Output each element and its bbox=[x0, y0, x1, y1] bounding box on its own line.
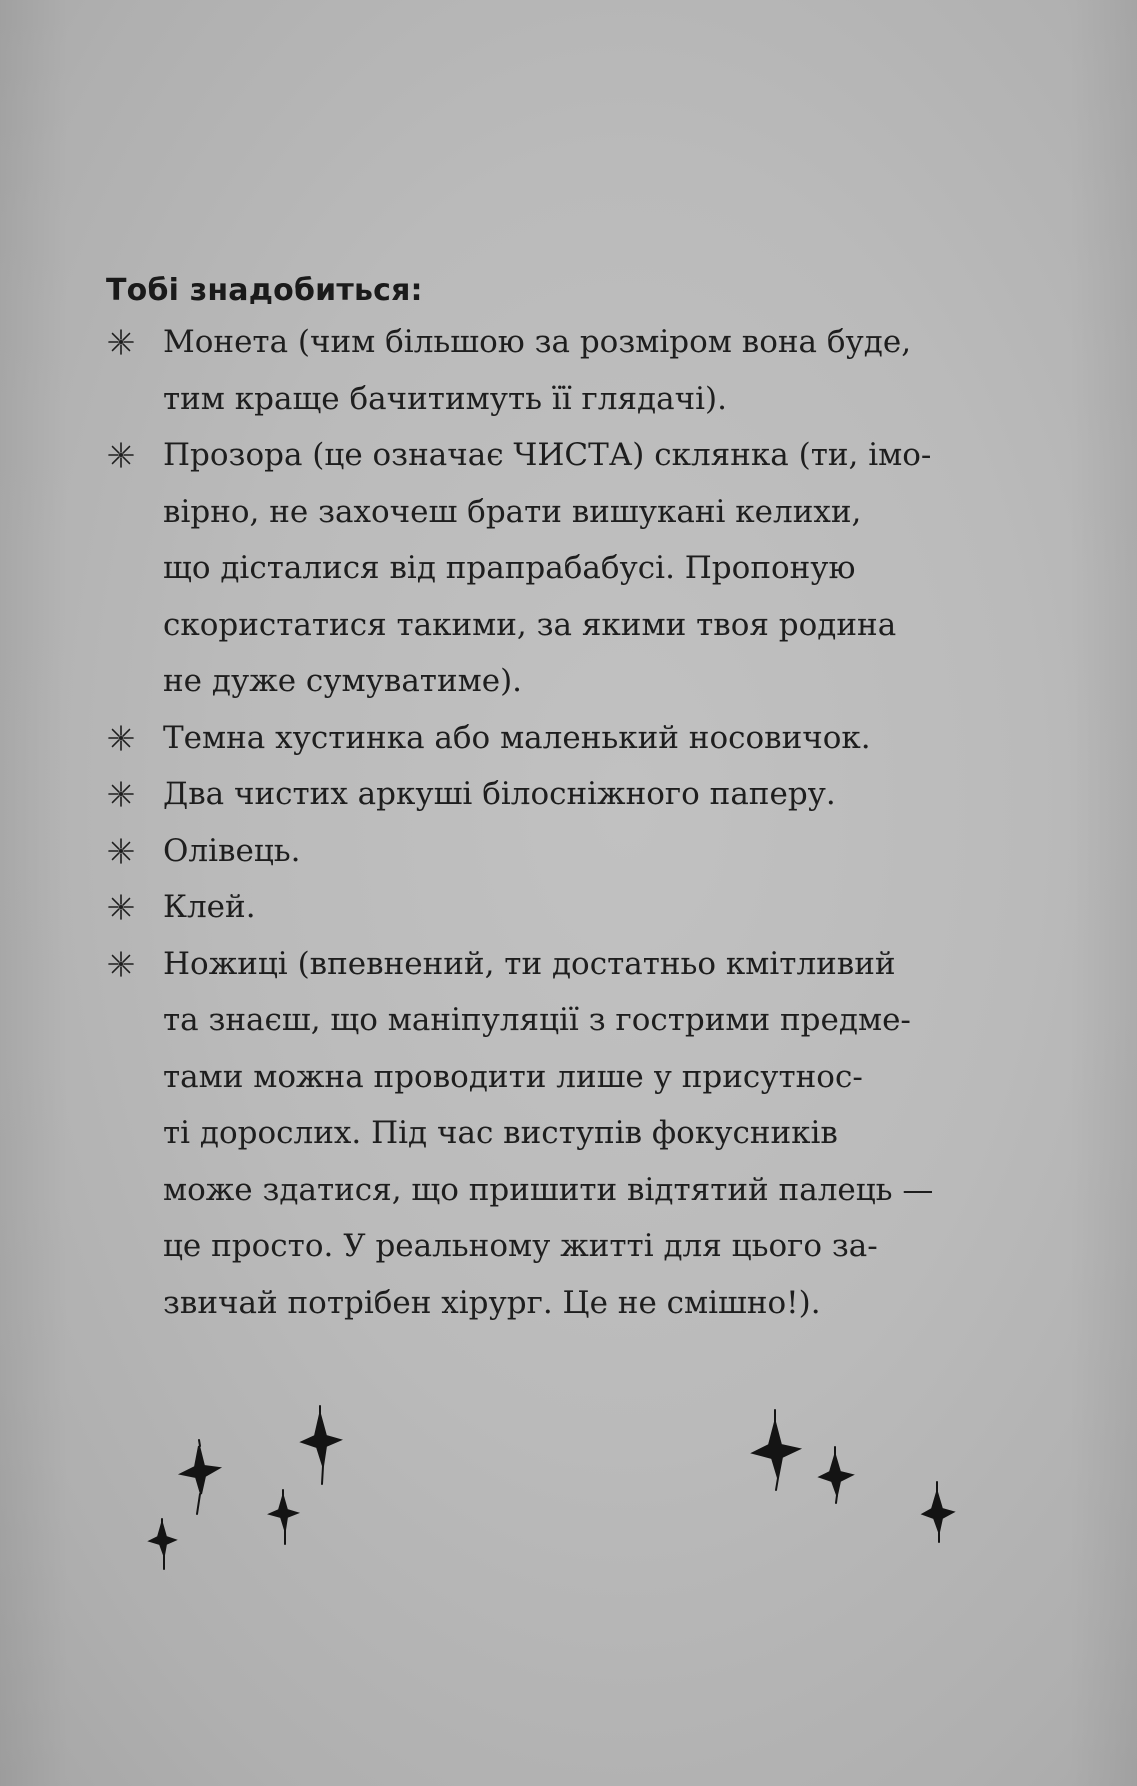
asterisk-icon bbox=[106, 936, 142, 992]
materials-section bbox=[106, 270, 994, 1331]
item-text-line: Олівець. bbox=[163, 832, 301, 869]
item-text-line: звичай потрібен хірург. Це не смішно!). bbox=[163, 1284, 821, 1321]
materials-list bbox=[106, 314, 994, 1331]
item-text-line: Ножиці (впевнений, ти достатньо кмітливий bbox=[163, 945, 896, 982]
star-icon bbox=[150, 1519, 175, 1569]
list-item bbox=[106, 427, 994, 710]
item-text-line: Темна хустинка або маленький носовичок. bbox=[163, 719, 871, 756]
star-icon bbox=[820, 1447, 852, 1503]
list-item bbox=[106, 314, 994, 427]
item-text-line: Клей. bbox=[163, 889, 256, 925]
list-item bbox=[106, 936, 994, 1332]
asterisk-icon bbox=[106, 314, 142, 370]
asterisk-icon bbox=[106, 823, 142, 879]
item-text-line: Прозора (це означає ЧИСТА) склянка (ти, імо- bbox=[163, 437, 932, 473]
star-icon bbox=[302, 1406, 340, 1484]
item-text-line: Два чистих аркуші білосніжного паперу. bbox=[163, 776, 836, 812]
asterisk-icon bbox=[106, 427, 142, 483]
item-text-line: це просто. У реальному житті для цього за- bbox=[163, 1228, 878, 1264]
asterisk-icon bbox=[106, 766, 142, 822]
item-text-line: Монета (чим більшою за розміром вона буде, bbox=[163, 324, 912, 360]
list-item bbox=[106, 710, 994, 767]
item-text-line: не дуже сумуватиме). bbox=[163, 663, 523, 699]
asterisk-icon bbox=[106, 879, 142, 935]
list-item bbox=[106, 879, 994, 936]
item-text-line: та знаєш, що маніпуляції з гострими предме- bbox=[163, 1002, 911, 1038]
item-text-line: вірно, не захочеш брати вишукані келихи, bbox=[163, 493, 862, 530]
section-heading: Тобі знадобиться: bbox=[106, 273, 423, 308]
list-item bbox=[106, 823, 994, 880]
star-icon bbox=[181, 1440, 219, 1514]
list-item bbox=[106, 766, 994, 823]
item-text-line: ті дорослих. Під час виступів фокусників bbox=[163, 1115, 838, 1151]
item-text-line: що дісталися від прапрабабусі. Пропоную bbox=[163, 550, 856, 586]
item-text-line: тим краще бачитимуть її глядачі). bbox=[163, 380, 727, 417]
star-icon bbox=[923, 1482, 953, 1542]
item-text-line: скористатися такими, за якими твоя родина bbox=[163, 606, 897, 643]
asterisk-icon bbox=[106, 710, 142, 766]
star-icon bbox=[270, 1490, 297, 1544]
item-text-line: тами можна проводити лише у присутнос- bbox=[163, 1058, 863, 1095]
star-icon bbox=[753, 1410, 799, 1490]
item-text-line: може здатися, що пришити відтятий палець — bbox=[163, 1171, 934, 1208]
